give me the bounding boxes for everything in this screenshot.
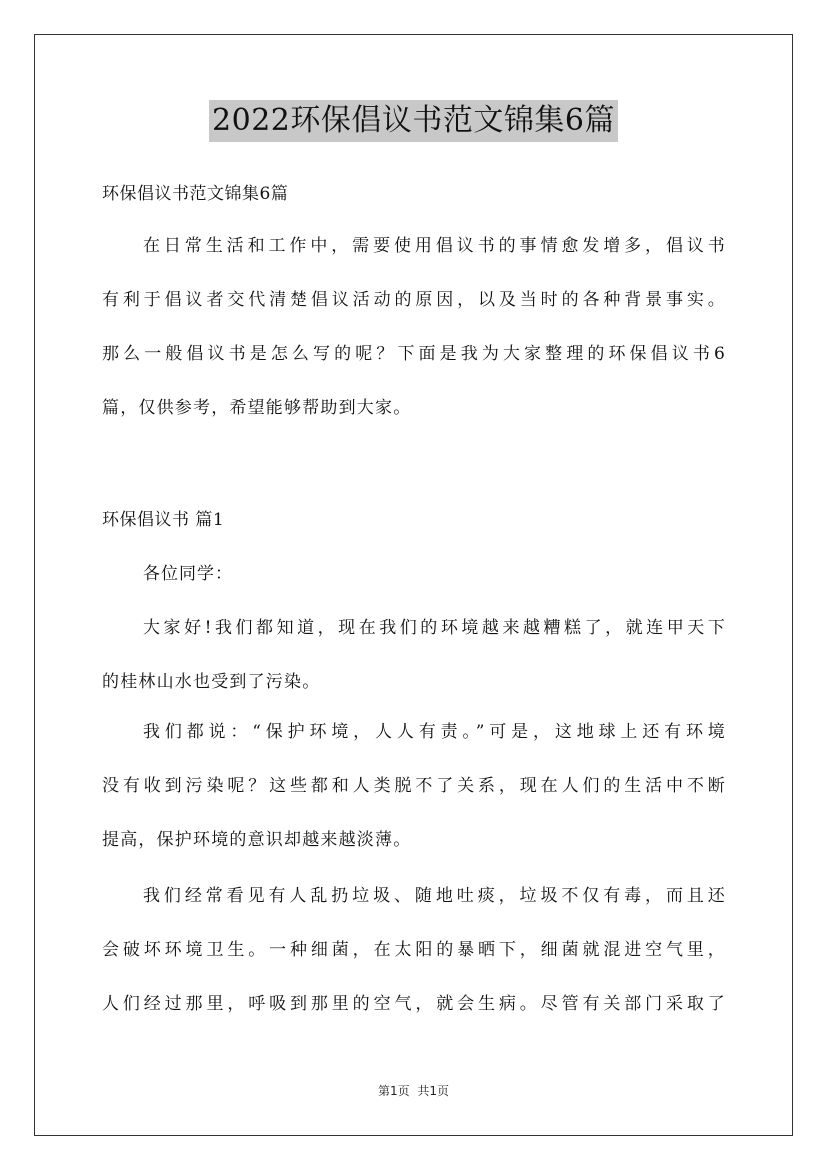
title-wrap xyxy=(0,100,827,142)
para2-line-1: 我们都说：“保护环境，人人有责。”可是，这地球上还有环境 xyxy=(143,722,726,742)
document-title: 2022环保倡议书范文锦集6篇 xyxy=(209,100,618,142)
page-number: 第1页 xyxy=(377,1084,410,1098)
intro-paragraph xyxy=(102,232,726,448)
page-total: 共1页 xyxy=(417,1084,450,1098)
greeting: 各位同学： xyxy=(143,564,233,584)
page-footer xyxy=(0,1082,827,1100)
intro-line-2: 有利于倡议者交代清楚倡议活动的原因，以及当时的各种背景事实。 xyxy=(102,290,726,310)
section-heading: 环保倡议书 篇1 xyxy=(102,510,225,530)
para3-line-3: 人们经过那里，呼吸到那里的空气，就会生病。尽管有关部门采取了 xyxy=(102,994,726,1014)
para3-line-2: 会破坏环境卫生。一种细菌，在太阳的暴晒下，细菌就混进空气里， xyxy=(102,940,726,960)
para1-line-2: 的桂林山水也受到了污染。 xyxy=(102,672,321,692)
intro-line-4: 篇，仅供参考，希望能够帮助到大家。 xyxy=(102,398,412,418)
intro-line-1: 在日常生活和工作中，需要使用倡议书的事情愈发增多，倡议书 xyxy=(143,236,726,256)
para3-line-1: 我们经常看见有人乱扔垃圾、随地吐痰，垃圾不仅有毒，而且还 xyxy=(143,886,726,906)
para2-line-3: 提高，保护环境的意识却越来越淡薄。 xyxy=(102,830,412,850)
paragraph-1 xyxy=(102,614,726,722)
paragraph-2 xyxy=(102,718,726,880)
para1-line-1: 大家好!我们都知道，现在我们的环境越来越糟糕了，就连甲天下 xyxy=(143,618,726,638)
para2-line-2: 没有收到污染呢？这些都和人类脱不了关系，现在人们的生活中不断 xyxy=(102,776,726,796)
document-subtitle: 环保倡议书范文锦集6篇 xyxy=(102,184,289,204)
intro-line-3: 那么一般倡议书是怎么写的呢？下面是我为大家整理的环保倡议书6 xyxy=(102,344,726,364)
paragraph-3 xyxy=(102,882,726,1044)
